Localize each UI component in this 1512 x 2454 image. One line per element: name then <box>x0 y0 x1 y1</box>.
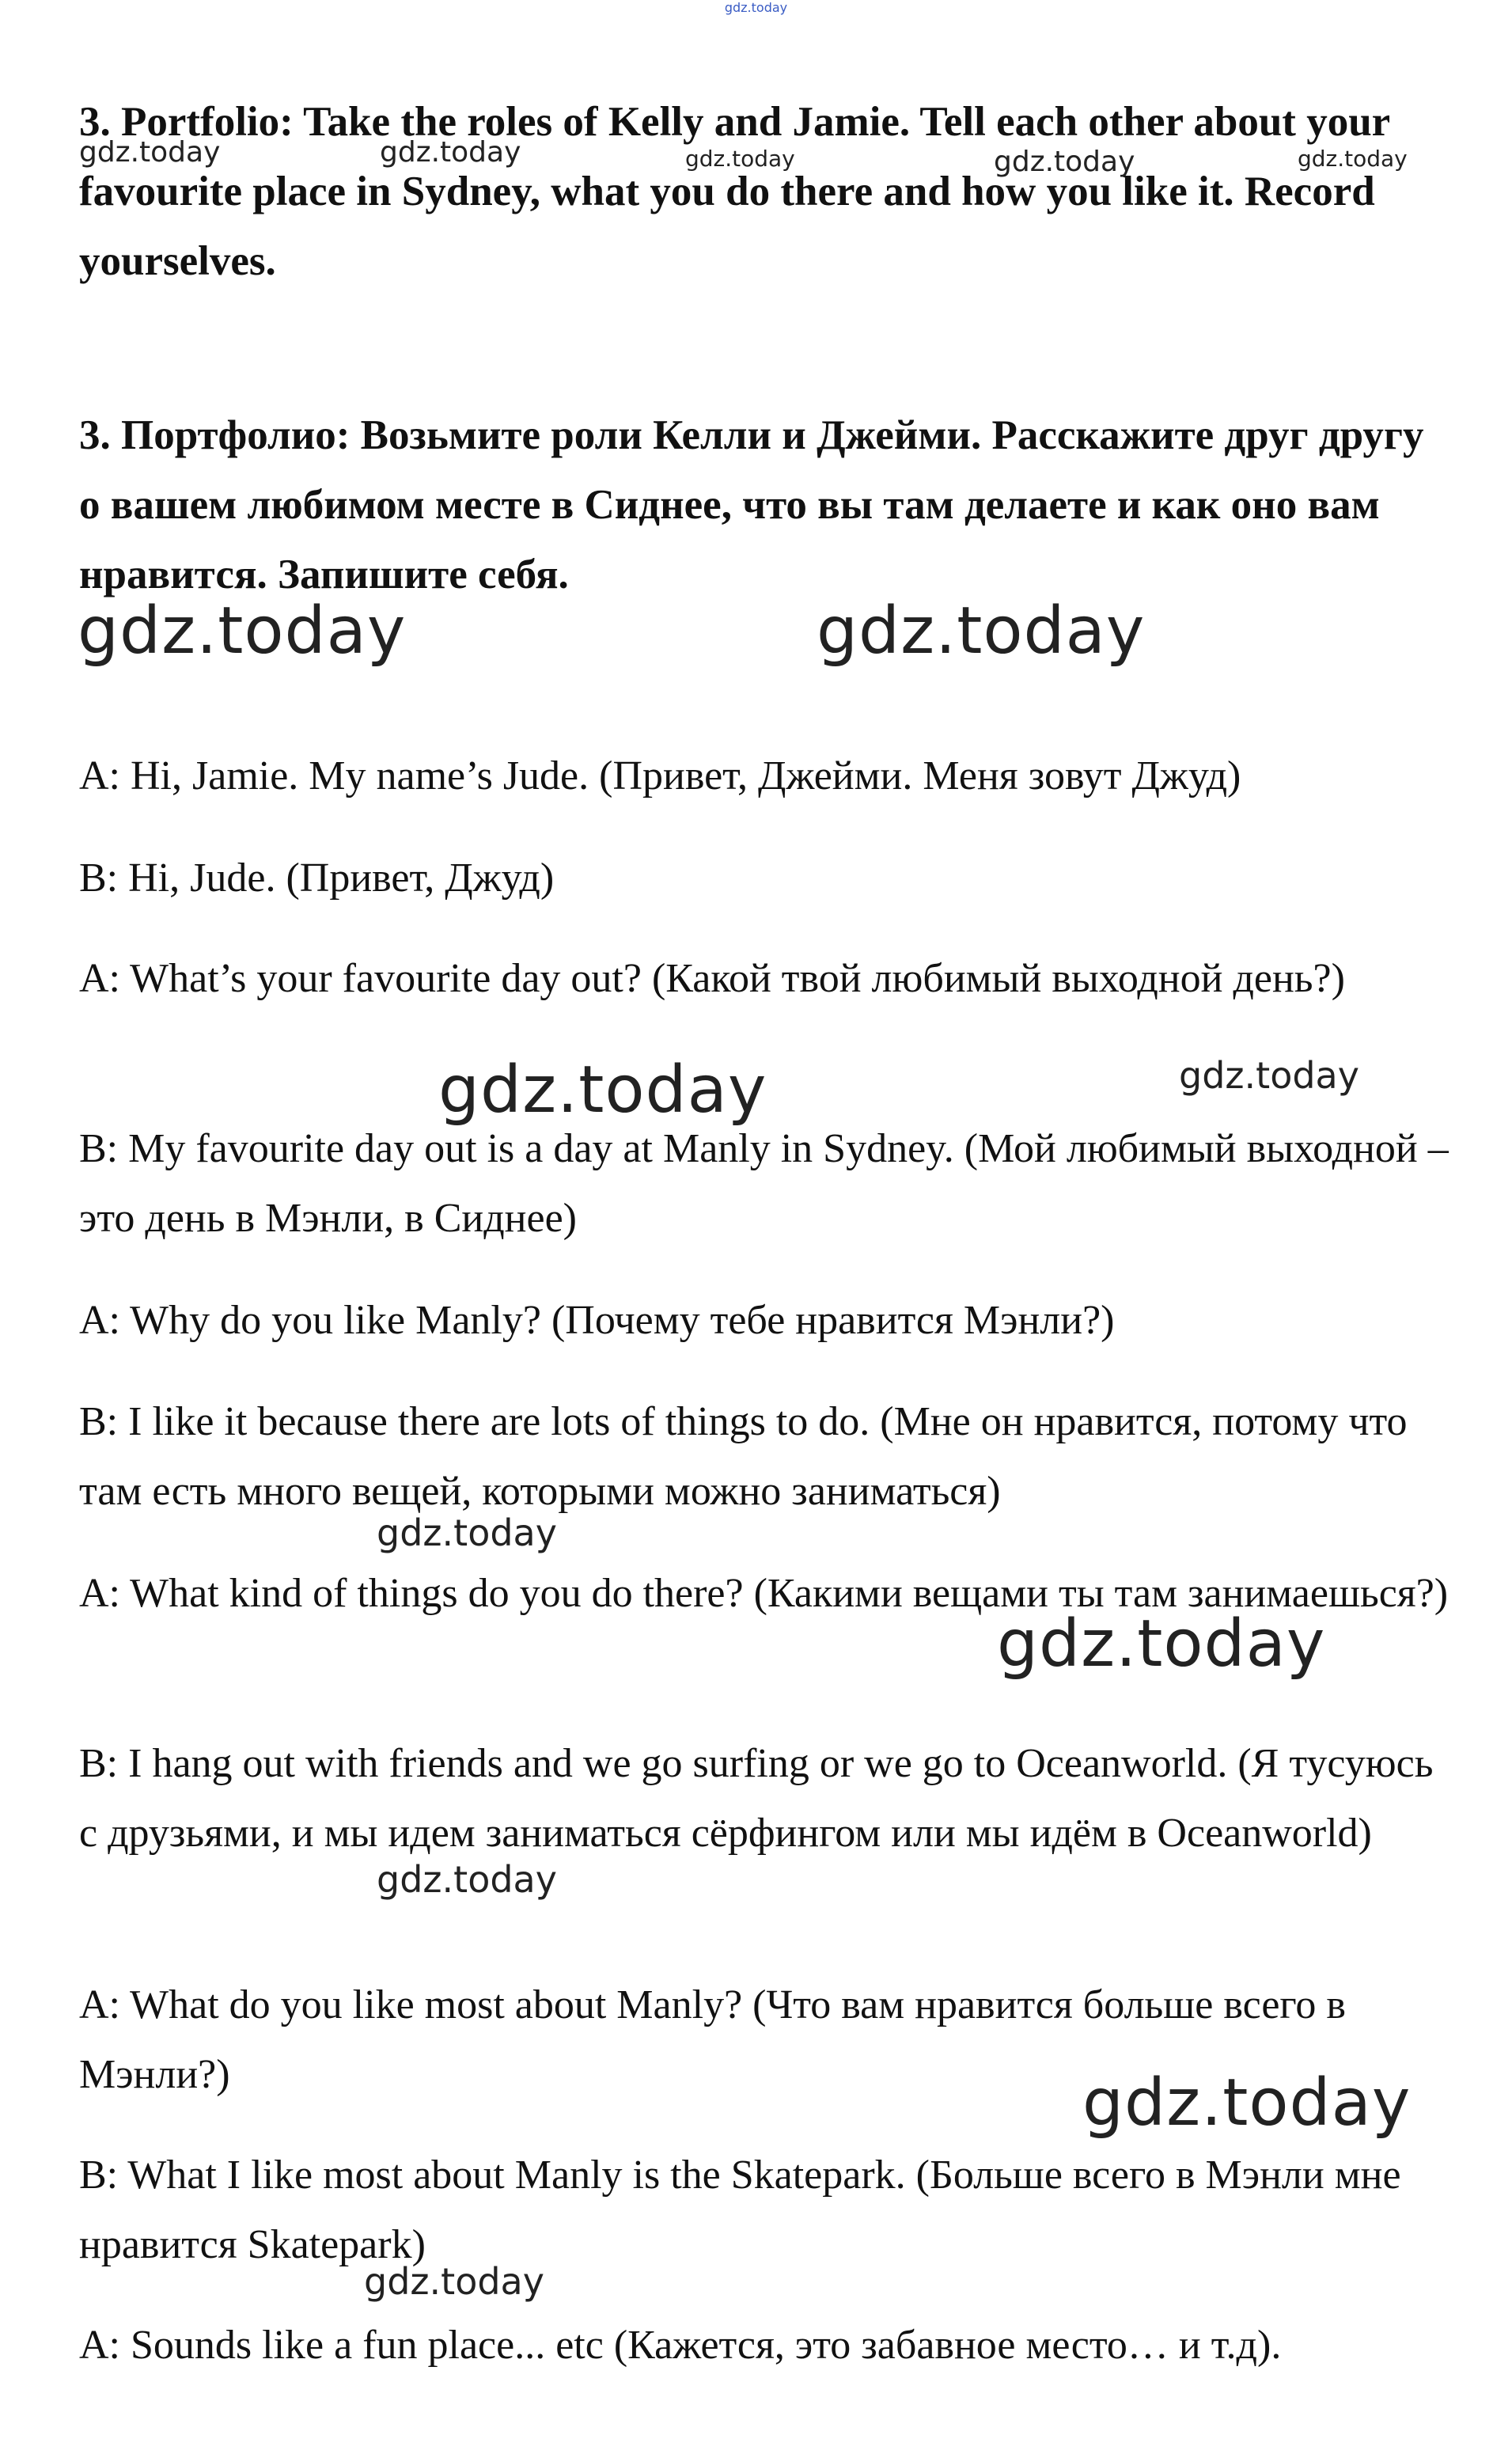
site-watermark-top: gdz.today <box>724 0 788 15</box>
dialog-line-5: A: Why do you like Manly? (Почему тебе нравится Мэнли?) <box>79 1298 1115 1343</box>
dialog-line-9: A: What do you like most about Manly? (Что вам нравится больше всего в Мэнли?) <box>79 1982 1346 2097</box>
watermark: gdz.today <box>78 594 407 669</box>
dialog-line-3: A: What’s your favourite day out? (Какой твой любимый выходной день?) <box>79 956 1345 1001</box>
task-heading-russian <box>79 400 1448 609</box>
task-text-russian: 3. Портфолио: Возьмите роли Келли и Джейми. Расскажите друг другу о вашем любимом месте в Сиднее, что вы там делаете и как оно вам нравится. Запишите себя. <box>79 412 1424 597</box>
watermark: gdz.today <box>817 594 1146 669</box>
watermark: gdz.today <box>1179 1054 1359 1097</box>
watermark: gdz.today <box>1298 146 1408 172</box>
watermark: gdz.today <box>1082 2065 1412 2141</box>
dialog-line-1: A: Hi, Jamie. My name’s Jude. (Привет, Джейми. Меня зовут Джуд) <box>79 753 1241 798</box>
watermark: gdz.today <box>364 2260 544 2303</box>
dialog-line-7: A: What kind of things do you do there? (Какими вещами ты там занимаешься?) <box>79 1571 1449 1616</box>
task-heading-english <box>79 87 1448 296</box>
watermark: gdz.today <box>79 136 221 169</box>
dialog-line-8: B: I hang out with friends and we go surfing or we go to Oceanworld. (Я тусуюсь с друзьями, и мы идем заниматься сёрфингом или мы идём в Oceanworld) <box>79 1741 1434 1856</box>
dialog-line-6: B: I like it because there are lots of things to do. (Мне он нравится, потому что там есть много вещей, которыми можно заниматься) <box>79 1399 1408 1514</box>
task-text-english: 3. Portfolio: Take the roles of Kelly and Jamie. Tell each other about your favourite place in Sydney, what you do there and how you like it. Record yourselves. <box>79 99 1390 284</box>
dialog-line-4: B: My favourite day out is a day at Manly in Sydney. (Мой любимый выходной – это день в Мэнли, в Сиднее) <box>79 1126 1449 1241</box>
dialog-line-2: B: Hi, Jude. (Привет, Джуд) <box>79 855 555 901</box>
watermark: gdz.today <box>997 1606 1326 1682</box>
watermark: gdz.today <box>438 1053 767 1128</box>
watermark: gdz.today <box>380 136 521 169</box>
dialog-line-11: A: Sounds like a fun place... etc (Кажется, это забавное место… и т.д). <box>79 2323 1282 2368</box>
watermark: gdz.today <box>685 146 795 172</box>
dialog-line-10: B: What I like most about Manly is the Skatepark. (Больше всего в Мэнли мне нравится Skatepark) <box>79 2152 1401 2267</box>
watermark: gdz.today <box>377 1858 557 1901</box>
watermark: gdz.today <box>377 1511 557 1554</box>
watermark: gdz.today <box>994 146 1135 178</box>
